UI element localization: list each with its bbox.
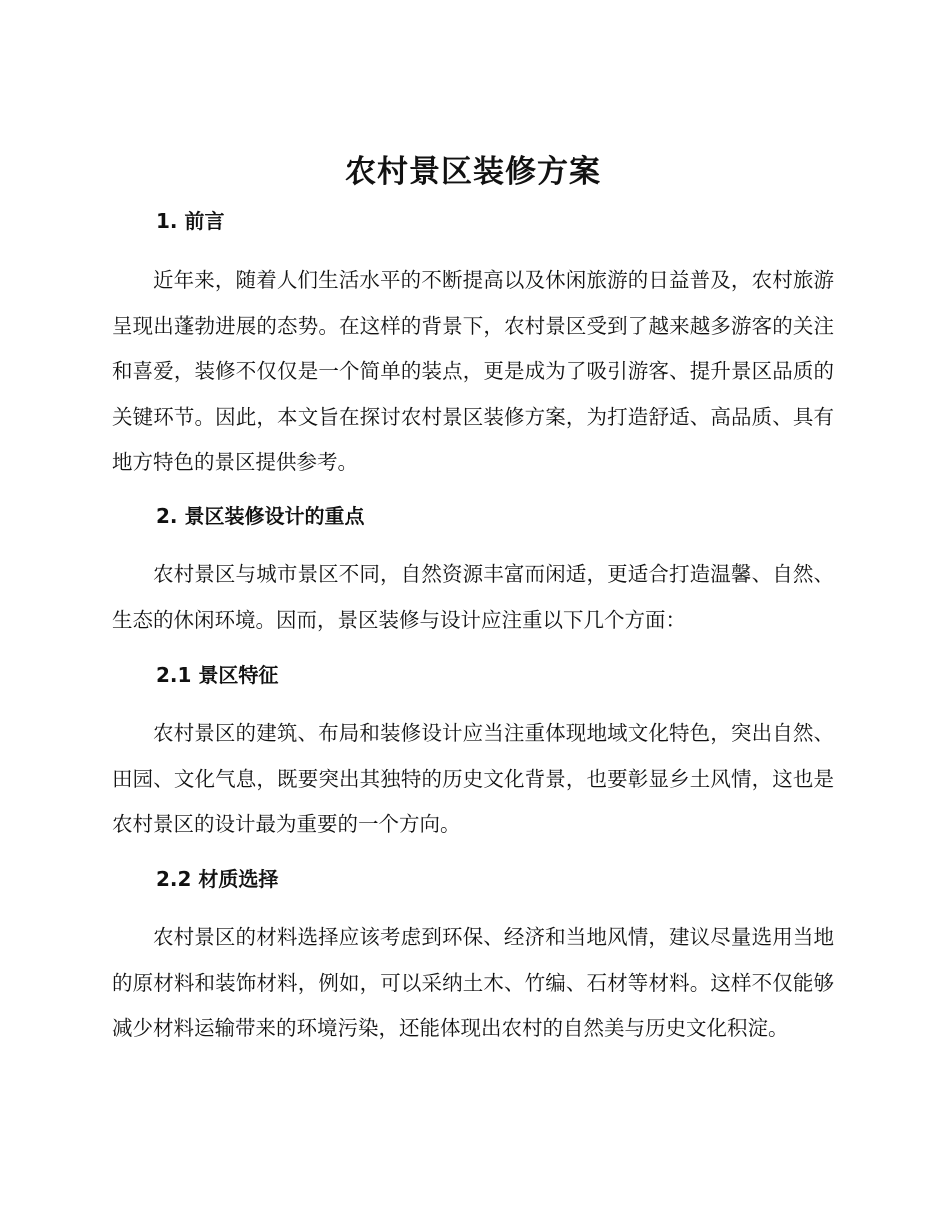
section-heading-material-selection: 2.2 材质选择 [156, 867, 279, 891]
section-heading-scenic-features: 2.1 景区特征 [156, 663, 279, 687]
document-title: 农村景区装修方案 [345, 154, 601, 190]
section-paragraph-material-selection: 农村景区的材料选择应该考虑到环保、经济和当地风情，建议尽量选用当地的原材料和装饰材料，例如，可以采纳土木、竹编、石材等材料。这样不仅能够减少材料运输带来的环境污染，还能体现出农村的自然美与历史文化积淀。 [112, 925, 834, 1040]
section-heading-design-focus: 2. 景区装修设计的重点 [156, 504, 365, 528]
section-heading-preface: 1. 前言 [156, 209, 225, 233]
section-paragraph-scenic-features: 农村景区的建筑、布局和装修设计应当注重体现地域文化特色，突出自然、田园、文化气息，既要突出其独特的历史文化背景，也要彰显乡土风情，这也是农村景区的设计最为重要的一个方向。 [112, 721, 834, 836]
section-paragraph-design-focus: 农村景区与城市景区不同，自然资源丰富而闲适，更适合打造温馨、自然、生态的休闲环境。因而，景区装修与设计应注重以下几个方面： [112, 562, 834, 632]
section-paragraph-preface: 近年来，随着人们生活水平的不断提高以及休闲旅游的日益普及，农村旅游呈现出蓬勃进展的态势。在这样的背景下，农村景区受到了越来越多游客的关注和喜爱，装修不仅仅是一个简单的装点，更是成为了吸引游客、提升景区品质的关键环节。因此，本文旨在探讨农村景区装修方案，为打造舒适、高品质、具有地方特色的景区提供参考。 [112, 268, 834, 474]
